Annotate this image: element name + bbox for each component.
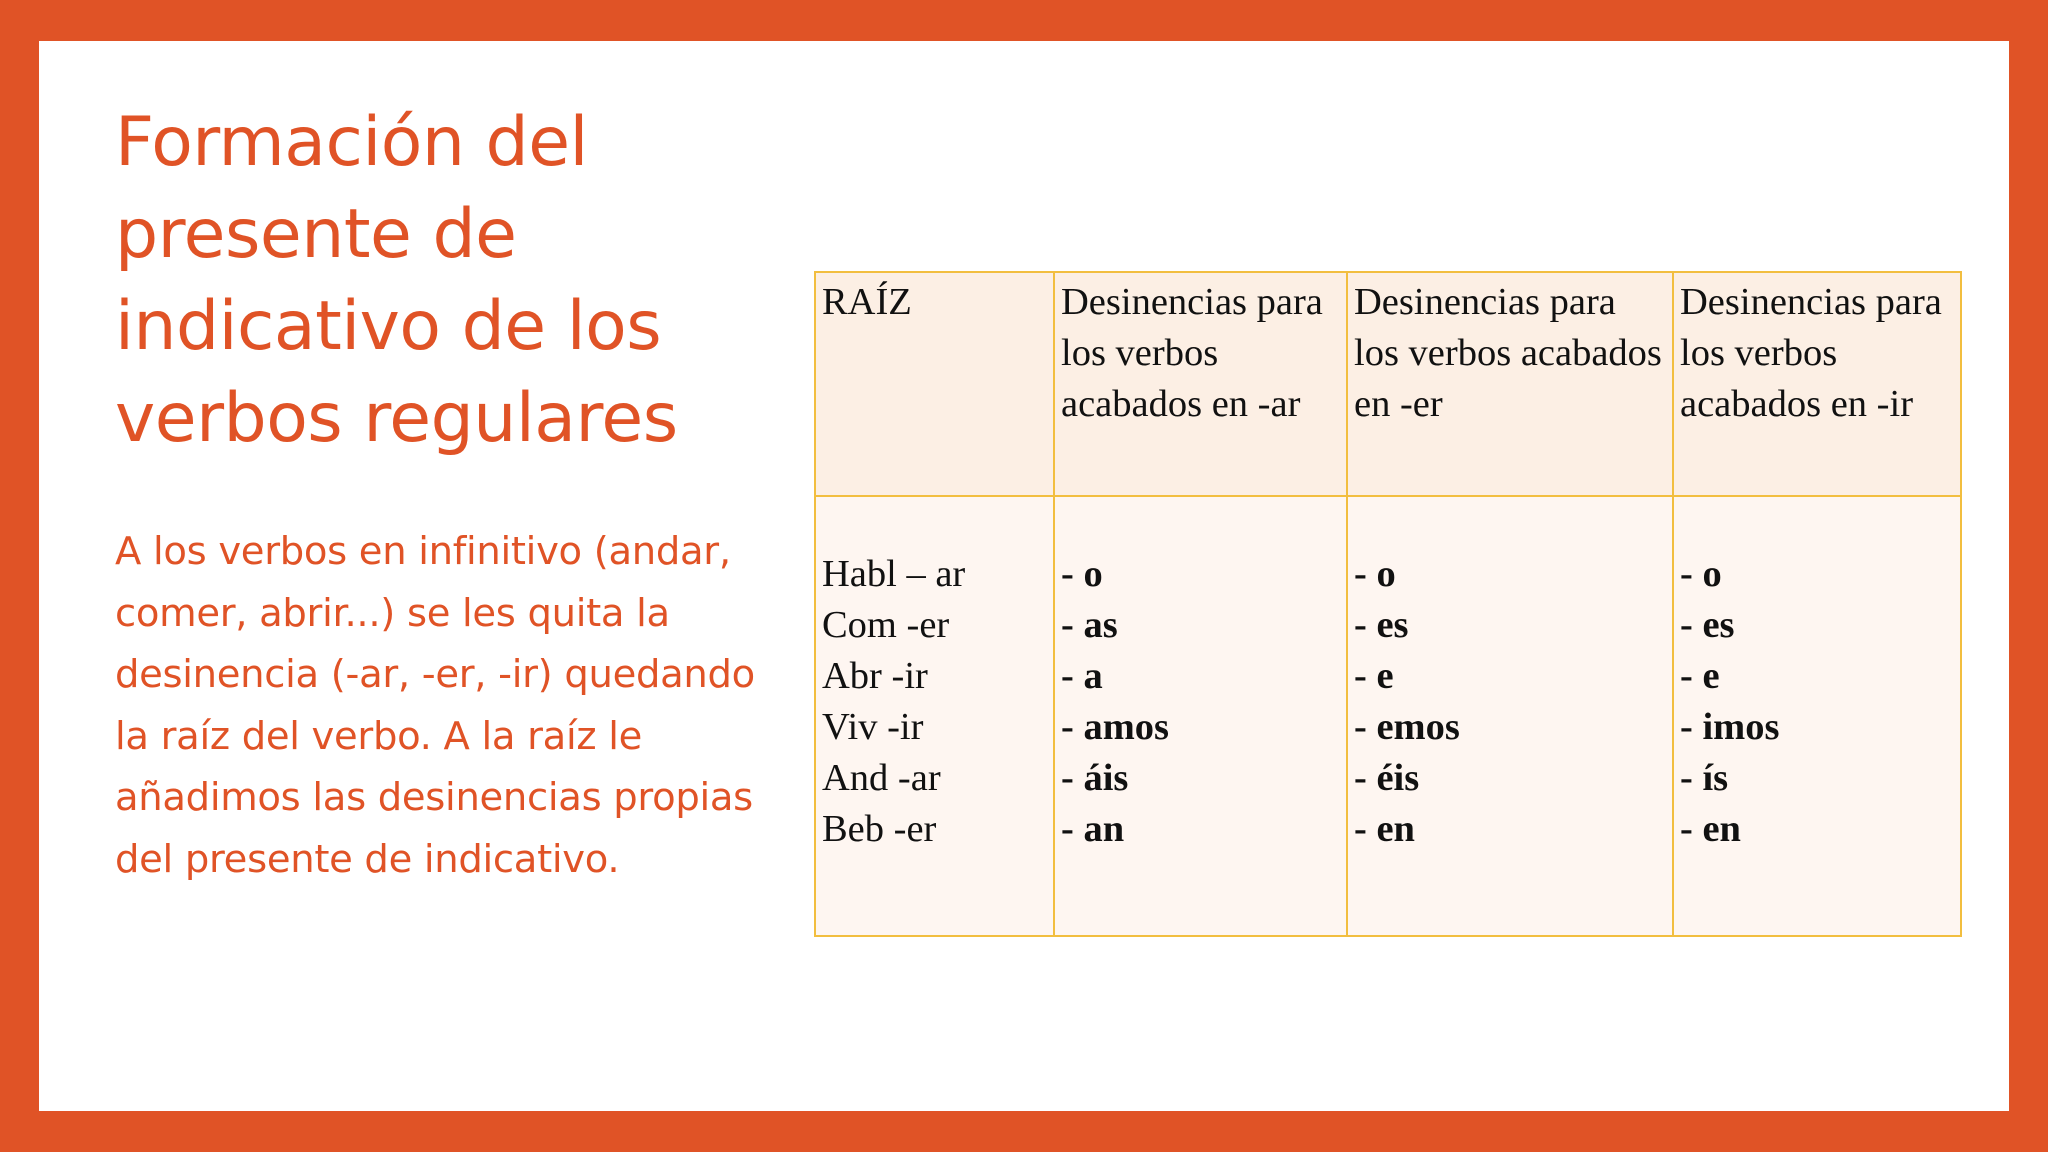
ending-item: - ís <box>1680 757 1729 799</box>
ending-item: - en <box>1354 808 1415 850</box>
table-header-row <box>815 272 1961 496</box>
root-item: And -ar <box>822 757 941 799</box>
ending-item: - en <box>1680 808 1741 850</box>
root-item: Habl – ar <box>822 553 966 595</box>
endings-ir-list <box>1680 549 1954 855</box>
slide-title: Formación del presente de indicativo de los verbos regulares <box>115 103 678 458</box>
roots-cell <box>815 496 1054 936</box>
root-item: Com -er <box>822 604 950 646</box>
ending-item: - éis <box>1354 757 1420 799</box>
endings-er-cell <box>1347 496 1673 936</box>
slide-body-text: A los verbos en infinitivo (andar, comer, abrir...) se les quita la desinencia (-ar, -er, -ir) quedando la raíz del verbo. A la raíz le añadimos las desinencias propias del presente de indicativo. <box>115 529 755 882</box>
header-endings-er: Desinencias para los verbos acabados en -er <box>1347 272 1673 496</box>
endings-er-list <box>1354 549 1666 855</box>
ending-item: - o <box>1680 553 1722 595</box>
conjugation-table <box>814 271 1962 937</box>
conjugation-table-container <box>814 271 1960 937</box>
ending-item: - o <box>1354 553 1396 595</box>
endings-ar-cell <box>1054 496 1347 936</box>
ending-item: - es <box>1354 604 1409 646</box>
root-item: Abr -ir <box>822 655 928 697</box>
ending-item: - an <box>1061 808 1125 850</box>
roots-list <box>822 549 1047 855</box>
root-item: Beb -er <box>822 808 937 850</box>
header-endings-ar: Desinencias para los verbos acabados en -ar <box>1054 272 1347 496</box>
endings-ar-list <box>1061 549 1340 855</box>
ending-item: - amos <box>1061 706 1169 748</box>
table-body-row <box>815 496 1961 936</box>
ending-item: - áis <box>1061 757 1129 799</box>
header-root: RAÍZ <box>815 272 1054 496</box>
endings-ir-cell <box>1673 496 1961 936</box>
ending-item: - emos <box>1354 706 1460 748</box>
ending-item: - e <box>1354 655 1394 697</box>
ending-item: - o <box>1061 553 1103 595</box>
ending-item: - a <box>1061 655 1103 697</box>
root-item: Viv -ir <box>822 706 924 748</box>
header-endings-ir: Desinencias para los verbos acabados en -ir <box>1673 272 1961 496</box>
ending-item: - imos <box>1680 706 1780 748</box>
ending-item: - as <box>1061 604 1118 646</box>
ending-item: - e <box>1680 655 1720 697</box>
ending-item: - es <box>1680 604 1735 646</box>
